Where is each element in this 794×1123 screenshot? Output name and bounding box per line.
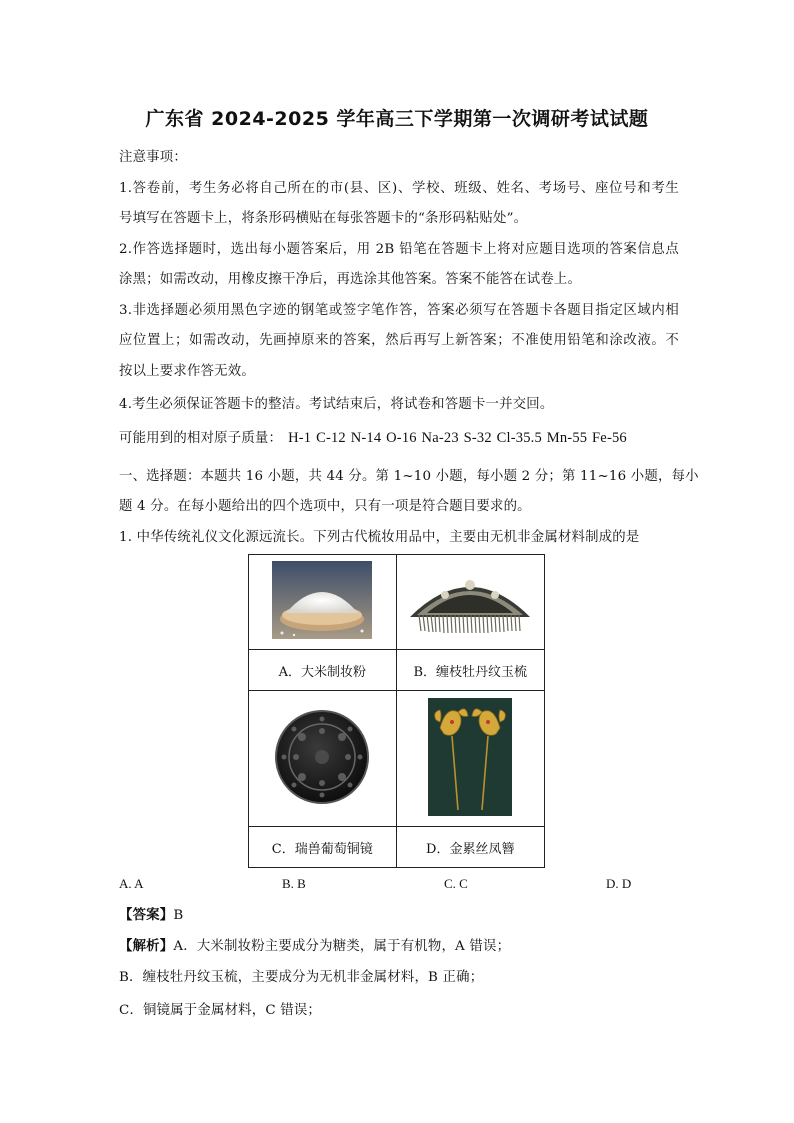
bronze-mirror-image <box>272 707 372 807</box>
gold-phoenix-hairpin-image <box>428 698 512 816</box>
atomic-mass-values: H-1 C-12 N-14 O-16 Na-23 S-32 Cl-35.5 Mn-55 Fe-56 <box>288 430 627 446</box>
rice-powder-image <box>272 561 372 639</box>
analysis-line: C．铜镜属于金属材料，C 错误； <box>119 1003 322 1018</box>
notice-line: 2.作答选择题时，选出每小题答案后，用 2B 铅笔在答题卡上将对应题目选项的答案信息点 <box>119 242 679 257</box>
notice-line: 1.答卷前，考生务必将自己所在的市(县、区)、学校、班级、姓名、考场号、座位号和考生 <box>119 181 679 196</box>
choice-image-cell <box>396 555 544 650</box>
choice-image-cell <box>249 555 397 650</box>
option-c: C. C <box>444 876 468 891</box>
notice-line: 3.非选择题必须用黑色字迹的钢笔或签字笔作答，答案必须写在答题卡各题目指定区域内相 <box>119 303 679 318</box>
page-title: 广东省 2024-2025 学年高三下学期第一次调研考试试题 <box>145 108 649 130</box>
notice-heading: 注意事项： <box>119 150 187 165</box>
option-d: D. D <box>606 876 632 891</box>
section-heading: 一、选择题：本题共 16 小题，共 44 分。第 1~10 小题，每小题 2 分；第 11~16 小题，每小 <box>119 469 699 484</box>
choice-label-b: B．缠枝牡丹纹玉梳 <box>396 650 544 691</box>
notice-line: 应位置上；如需改动，先画掉原来的答案，然后再写上新答案；不准使用铅笔和涂改液。不 <box>119 333 679 348</box>
choice-image-cell <box>396 691 544 827</box>
option-a: A. A <box>119 876 144 891</box>
section-heading-cont: 题 4 分。在每小题给出的四个选项中，只有一项是符合题目要求的。 <box>119 499 531 514</box>
analysis-label: 【解析】 <box>119 938 174 954</box>
atomic-mass-line <box>119 428 679 449</box>
answer-line <box>119 905 679 926</box>
notice-line: 按以上要求作答无效。 <box>119 364 255 379</box>
notice-line: 号填写在答题卡上，将条形码横贴在每张答题卡的“条形码粘贴处”。 <box>119 211 528 226</box>
atomic-mass-label: 可能用到的相对原子质量： <box>119 431 283 446</box>
answer-label: 【答案】 <box>119 907 174 923</box>
analysis-text: A．大米制妆粉主要成分为糖类，属于有机物，A 错误； <box>173 939 511 954</box>
choice-image-cell <box>249 691 397 827</box>
notice-line: 4.考生必须保证答题卡的整洁。考试结束后，将试卷和答题卡一并交回。 <box>119 397 554 412</box>
choice-label-d: D．金累丝凤簪 <box>396 827 544 868</box>
analysis-line <box>119 936 679 957</box>
analysis-line: B．缠枝牡丹纹玉梳，主要成分为无机非金属材料，B 正确； <box>119 970 484 985</box>
choice-label-c: C．瑞兽葡萄铜镜 <box>249 827 397 868</box>
jade-comb-image <box>405 565 535 635</box>
choice-table <box>248 554 545 868</box>
option-b: B. B <box>282 876 306 891</box>
answer-value: B <box>173 908 184 923</box>
choice-label-a: A．大米制妆粉 <box>249 650 397 691</box>
question-stem: 1. 中华传统礼仪文化源远流长。下列古代梳妆用品中，主要由无机非金属材料制成的是 <box>119 530 640 545</box>
notice-line: 涂黑；如需改动，用橡皮擦干净后，再选涂其他答案。答案不能答在试卷上。 <box>119 272 582 287</box>
